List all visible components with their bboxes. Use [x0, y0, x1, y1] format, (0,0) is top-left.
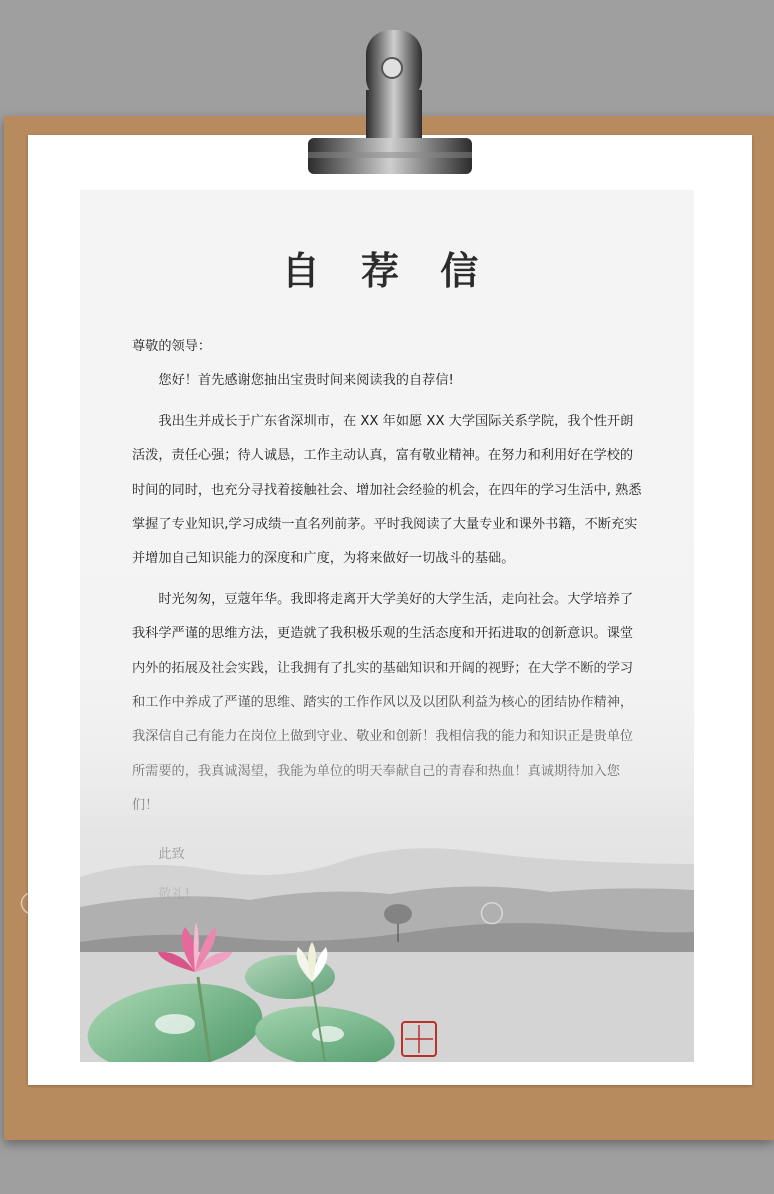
- salutation: 尊敬的领导：: [132, 339, 212, 354]
- binder-clip-icon: [296, 20, 480, 180]
- ink-landscape: [80, 642, 694, 1062]
- opening-line: 您好！首先感谢您抽出宝贵时间来阅读我的自荐信!: [158, 373, 454, 389]
- letter-paper: [80, 190, 694, 1062]
- letter-title: 自 荐 信: [281, 249, 493, 293]
- watermark-right: ◯: [475, 895, 510, 930]
- watermark-left: ◯: [15, 885, 50, 920]
- body-paragraph-1: 我出生并成长于广东省深圳市，在 XX 年如愿 XX 大学国际关系学院，我个性开朗活泼，责任心强；待人诚恳，工作主动认真，富有敬业精神。在努力和利用好在学校的时间的同时，也充分寻找着接触社会、增加社会经验的机会，在四年的学习生活中, 熟悉掌握了专业知识,学习成绩一直名列前茅。平时我阅读了大量专业和课外书籍，不断充实并增加自己知识能力的深度和广度，为将来做好一切战斗的基础。: [132, 413, 642, 567]
- body-paragraph-2: 时光匆匆，豆蔻年华。我即将走离开大学美好的大学生活，走向社会。大学培养了我科学严谨的思维方法，更造就了我积极乐观的生活态度和开拓进取的创新意识。课堂: [132, 591, 634, 642]
